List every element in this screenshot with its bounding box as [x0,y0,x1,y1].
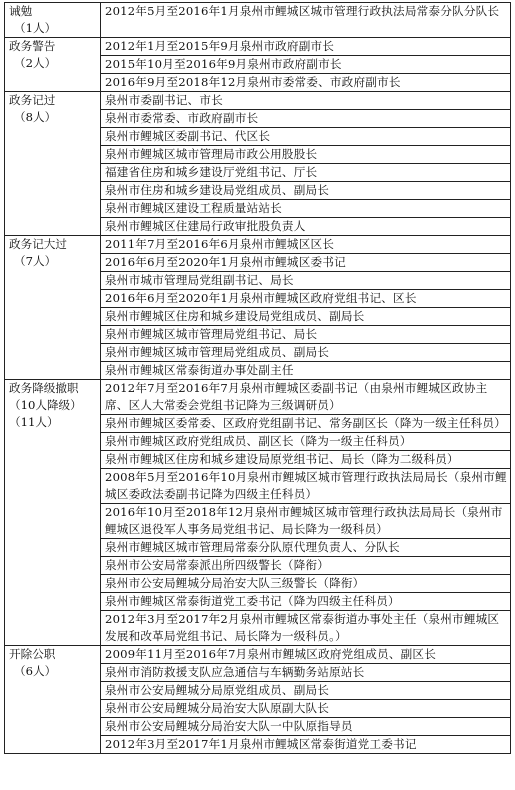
category-cell [5,380,101,646]
entry-cell: 泉州市住房和城乡建设局党组成员、副局长 [101,182,511,200]
category-count: （11人） [9,415,59,429]
entry-cell: 泉州市消防救援支队应急通信与车辆勤务站原站长 [101,664,511,682]
entry-cell: 福建省住房和城乡建设厅党组书记、厅长 [101,164,511,182]
category-count: （2人） [14,56,57,70]
category-cell [5,92,101,236]
table-row [5,380,511,415]
table-row [5,38,511,56]
category-count: （1人） [14,21,57,35]
entry-cell: 泉州市公安局常泰派出所四级警长（降衔） [101,557,511,575]
category-count: （8人） [14,110,57,124]
discipline-table [4,2,511,754]
entry-cell: 2012年1月至2015年9月泉州市政府副市长 [101,38,511,56]
category-cell [5,236,101,380]
category-title: 政务记过 [9,93,56,107]
entry-cell: 2008年5月至2016年10月泉州市鲤城区城市管理行政执法局局长（泉州市鲤城区委政法委副书记降为四级主任科员） [101,469,511,504]
entry-cell: 2012年3月至2017年1月泉州市鲤城区常泰街道党工委书记 [101,736,511,754]
entry-cell: 2012年3月至2017年2月泉州市鲤城区常泰街道办事处主任（泉州市鲤城区发展和改革局党组书记、局长降为一级科员。） [101,611,511,646]
category-count: （7人） [14,254,57,268]
entry-cell: 2011年7月至2016年6月泉州市鲤城区区长 [101,236,511,254]
entry-cell: 泉州市公安局鲤城分局治安大队原副大队长 [101,700,511,718]
entry-cell: 泉州市鲤城区城市管理局党组成员、副局长 [101,344,511,362]
category-title: 开除公职 [9,647,56,661]
entry-cell: 2016年6月至2020年1月泉州市鲤城区委书记 [101,254,511,272]
entry-cell: 泉州市委副书记、市长 [101,92,511,110]
category-cell [5,38,101,92]
entry-cell: 泉州市委常委、市政府副市长 [101,110,511,128]
category-title: 政务降级撤职 [9,381,79,395]
entry-cell: 泉州市鲤城区住房和城乡建设局党组成员、副局长 [101,308,511,326]
entry-cell: 泉州市鲤城区委副书记、代区长 [101,128,511,146]
table-row [5,646,511,664]
entry-cell: 2015年10月至2016年9月泉州市政府副市长 [101,56,511,74]
entry-cell: 2009年11月至2016年7月泉州市鲤城区政府党组成员、副区长 [101,646,511,664]
entry-cell: 泉州市公安局鲤城分局原党组成员、副局长 [101,682,511,700]
category-title: 政务记大过 [9,237,67,251]
table-row [5,236,511,254]
entry-cell: 泉州市鲤城区常泰街道办事处副主任 [101,362,511,380]
entry-cell: 泉州市公安局鲤城分局治安大队一中队原指导员 [101,718,511,736]
entry-cell: 2012年7月至2016年7月泉州市鲤城区委副书记（由泉州市鲤城区政协主席、区人大常委会党组书记降为三级调研员） [101,380,511,415]
entry-cell: 2016年10月至2018年12月泉州市鲤城区城市管理行政执法局局长（泉州市鲤城区退役军人事务局党组书记、局长降为一级科员） [101,504,511,539]
entry-cell: 泉州市鲤城区城市管理局常泰分队原代理负责人、分队长 [101,539,511,557]
entry-cell: 2016年9月至2018年12月泉州市委常委、市政府副市长 [101,74,511,92]
entry-cell: 泉州市鲤城区政府党组成员、副区长（降为一级主任科员） [101,433,511,451]
entry-cell: 泉州市鲤城区委常委、区政府党组副书记、常务副区长（降为一级主任科员） [101,415,511,433]
entry-cell: 泉州市城市管理局党组副书记、局长 [101,272,511,290]
category-cell [5,3,101,38]
category-count: （6人） [14,664,57,678]
table-row [5,3,511,38]
category-title: 政务警告 [9,39,56,53]
entry-cell: 泉州市鲤城区住建局行政审批股负责人 [101,218,511,236]
entry-cell: 2016年6月至2020年1月泉州市鲤城区政府党组书记、区长 [101,290,511,308]
category-cell [5,646,101,754]
entry-cell: 泉州市鲤城区建设工程质量站站长 [101,200,511,218]
entry-cell: 2012年5月至2016年1月泉州市鲤城区城市管理行政执法局常泰分队分队长 [101,3,511,38]
entry-cell: 泉州市鲤城区常泰街道党工委书记（降为四级主任科员） [101,593,511,611]
table-row [5,92,511,110]
category-count-demoted: （10人降级） [9,398,82,412]
entry-cell: 泉州市鲤城区城市管理局党组书记、局长 [101,326,511,344]
entry-cell: 泉州市鲤城区住房和城乡建设局原党组书记、局长（降为二级科员） [101,451,511,469]
entry-cell: 泉州市公安局鲤城分局治安大队三级警长（降衔） [101,575,511,593]
category-title: 诫勉 [9,4,33,18]
entry-cell: 泉州市鲤城区城市管理局市政公用股股长 [101,146,511,164]
